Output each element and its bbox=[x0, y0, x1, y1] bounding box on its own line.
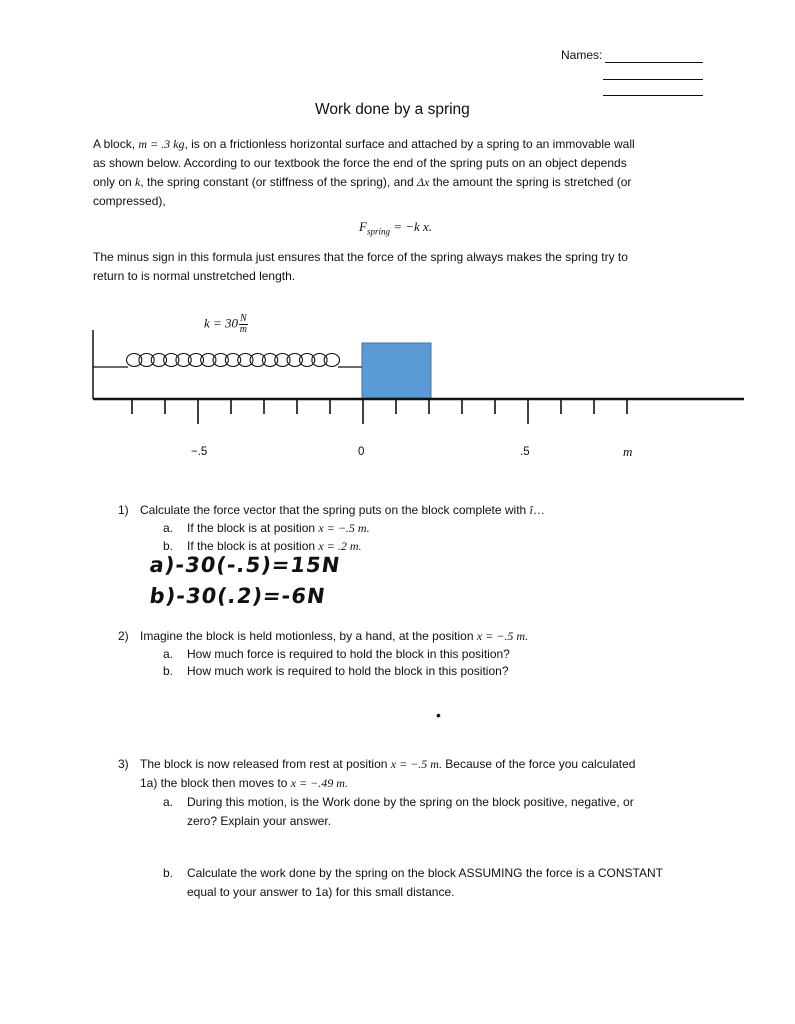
spring-coil bbox=[151, 354, 166, 367]
q3-prompt-line-2: 1a) the block then moves to x = −.49 m. bbox=[140, 776, 348, 790]
spring-coil bbox=[164, 354, 179, 367]
name-line-2[interactable] bbox=[603, 79, 703, 80]
intro-line-2: as shown below. According to our textbook the force the end of the spring puts on an object depends bbox=[93, 156, 627, 170]
name-line-3[interactable] bbox=[603, 95, 703, 96]
spring-coil bbox=[139, 354, 154, 367]
spring-force-formula: $F_{spring} = -k$ x. bbox=[359, 219, 433, 237]
tick-label-zero: 0 bbox=[358, 446, 365, 458]
page-title: Work done by a spring bbox=[315, 101, 470, 118]
q1-part-a: a. If the block is at position x = −.5 m. bbox=[163, 521, 370, 535]
spring-coil bbox=[312, 354, 327, 367]
spring-coil bbox=[299, 354, 314, 367]
spring-coil bbox=[201, 354, 216, 367]
q2-part-a: a. How much force is required to hold the block in this position? bbox=[163, 647, 510, 661]
intro-line-4: compressed), bbox=[93, 194, 166, 208]
axis-ticks bbox=[132, 399, 627, 424]
spring-coil bbox=[213, 354, 228, 367]
handwritten-answer-b: b)-30(.2)=-6N bbox=[148, 584, 328, 608]
handwritten-answer-a: a)-30(-.5)=15N bbox=[148, 553, 342, 577]
spring-coil bbox=[238, 354, 253, 367]
intro-line-3: only on k, the spring constant (or stiffness of the spring), and Δx the amount the spring is stretched (or bbox=[93, 175, 632, 189]
spring-coil bbox=[287, 354, 302, 367]
name-line-1[interactable] bbox=[605, 62, 703, 63]
question-2 bbox=[118, 629, 718, 678]
spring bbox=[127, 354, 340, 367]
question-3 bbox=[118, 755, 718, 902]
spring-coil bbox=[324, 354, 339, 367]
spring-constant-label: k = 30 $\frac{N}{m}$ bbox=[204, 313, 247, 335]
spring-coil bbox=[250, 354, 265, 367]
names-label: Names: bbox=[561, 48, 603, 62]
spring-coil bbox=[127, 354, 142, 367]
spring-coil bbox=[275, 354, 290, 367]
minus-sign-paragraph: The minus sign in this formula just ensures that the force of the spring always makes the spring try to return to is normal unstretched length. bbox=[93, 250, 628, 283]
tick-label-neg-half: −.5 bbox=[191, 446, 208, 458]
spring-coil bbox=[188, 354, 203, 367]
q3-part-b: b. Calculate the work done by the spring on the block ASSUMING the force is a CONSTANT equal to your answer to 1a) for this small distance. bbox=[163, 866, 663, 899]
spring-coil bbox=[225, 354, 240, 367]
q1-part-b: b. If the block is at position x = .2 m. bbox=[163, 539, 362, 553]
spring-coil bbox=[262, 354, 277, 367]
q1-prompt: 1) Calculate the force vector that the spring puts on the block complete with î… bbox=[118, 503, 545, 517]
spring-coil bbox=[176, 354, 191, 367]
bullet-mark: • bbox=[436, 707, 441, 723]
q2-prompt: 2) Imagine the block is held motionless, by a hand, at the position x = −.5 m. bbox=[118, 629, 529, 643]
tick-label-half: .5 bbox=[520, 446, 530, 458]
intro-line-1: A block, m = .3 kg, is on a frictionless horizontal surface and attached by a spring to an immovable wall bbox=[93, 137, 635, 151]
q3-prompt-line-1: 3) The block is now released from rest at position x = −.5 m. Because of the force you calculated bbox=[118, 757, 636, 771]
q3-part-a: a. During this motion, is the Work done by the spring on the block positive, negative, or zero? Explain your answer. bbox=[163, 795, 634, 828]
axis-unit-label: m bbox=[623, 444, 633, 459]
spring-block-diagram bbox=[0, 320, 795, 430]
intro-paragraph bbox=[93, 135, 703, 211]
block[interactable] bbox=[362, 343, 431, 398]
q2-part-b: b. How much work is required to hold the block in this position? bbox=[163, 664, 509, 678]
question-1 bbox=[118, 503, 718, 554]
